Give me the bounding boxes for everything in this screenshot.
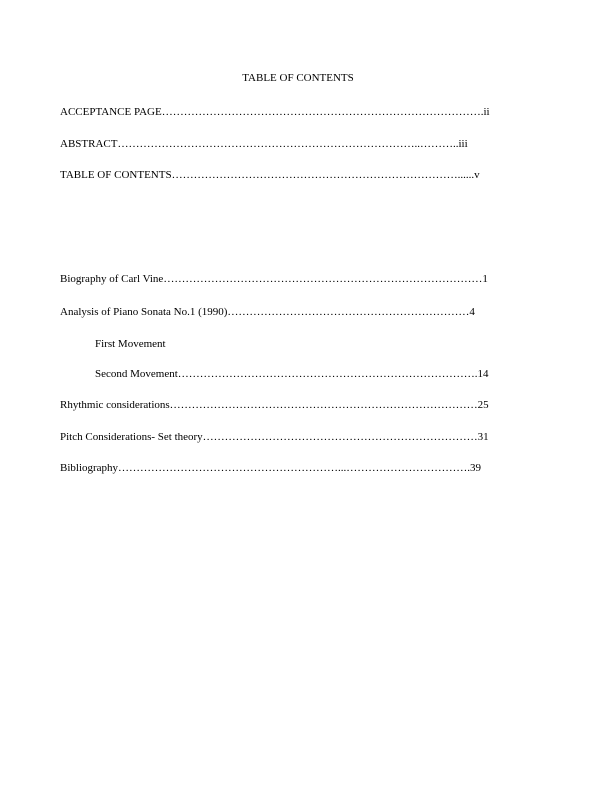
toc-entry-rhythmic-considerations: Rhythmic considerations…………………………………………………………………………25 <box>60 399 489 411</box>
toc-entry-biography: Biography of Carl Vine……………………………………………………………………………1 <box>60 273 488 285</box>
toc-title: TABLE OF CONTENTS <box>242 72 354 84</box>
toc-entry-bibliography: Bibliography……………………………………………………...…………………………….39 <box>60 462 482 474</box>
toc-entry-analysis: Analysis of Piano Sonata No.1 (1990)…………………………………………………………4 <box>60 306 475 318</box>
toc-entry-table-of-contents: TABLE OF CONTENTS……………………………………………………………………......v <box>60 169 480 181</box>
toc-entry-second-movement: Second Movement……………………………………………………………………….14 <box>95 368 489 380</box>
toc-entry-abstract: ABSTRACT………………………………………………………………………..………..iii <box>60 138 468 150</box>
toc-entry-acceptance-page: ACCEPTANCE PAGE…………………………………………………………………………….ii <box>60 106 490 118</box>
toc-entry-first-movement: First Movement <box>95 338 166 350</box>
toc-entry-pitch-considerations: Pitch Considerations- Set theory…………………………………………………………………31 <box>60 431 489 443</box>
